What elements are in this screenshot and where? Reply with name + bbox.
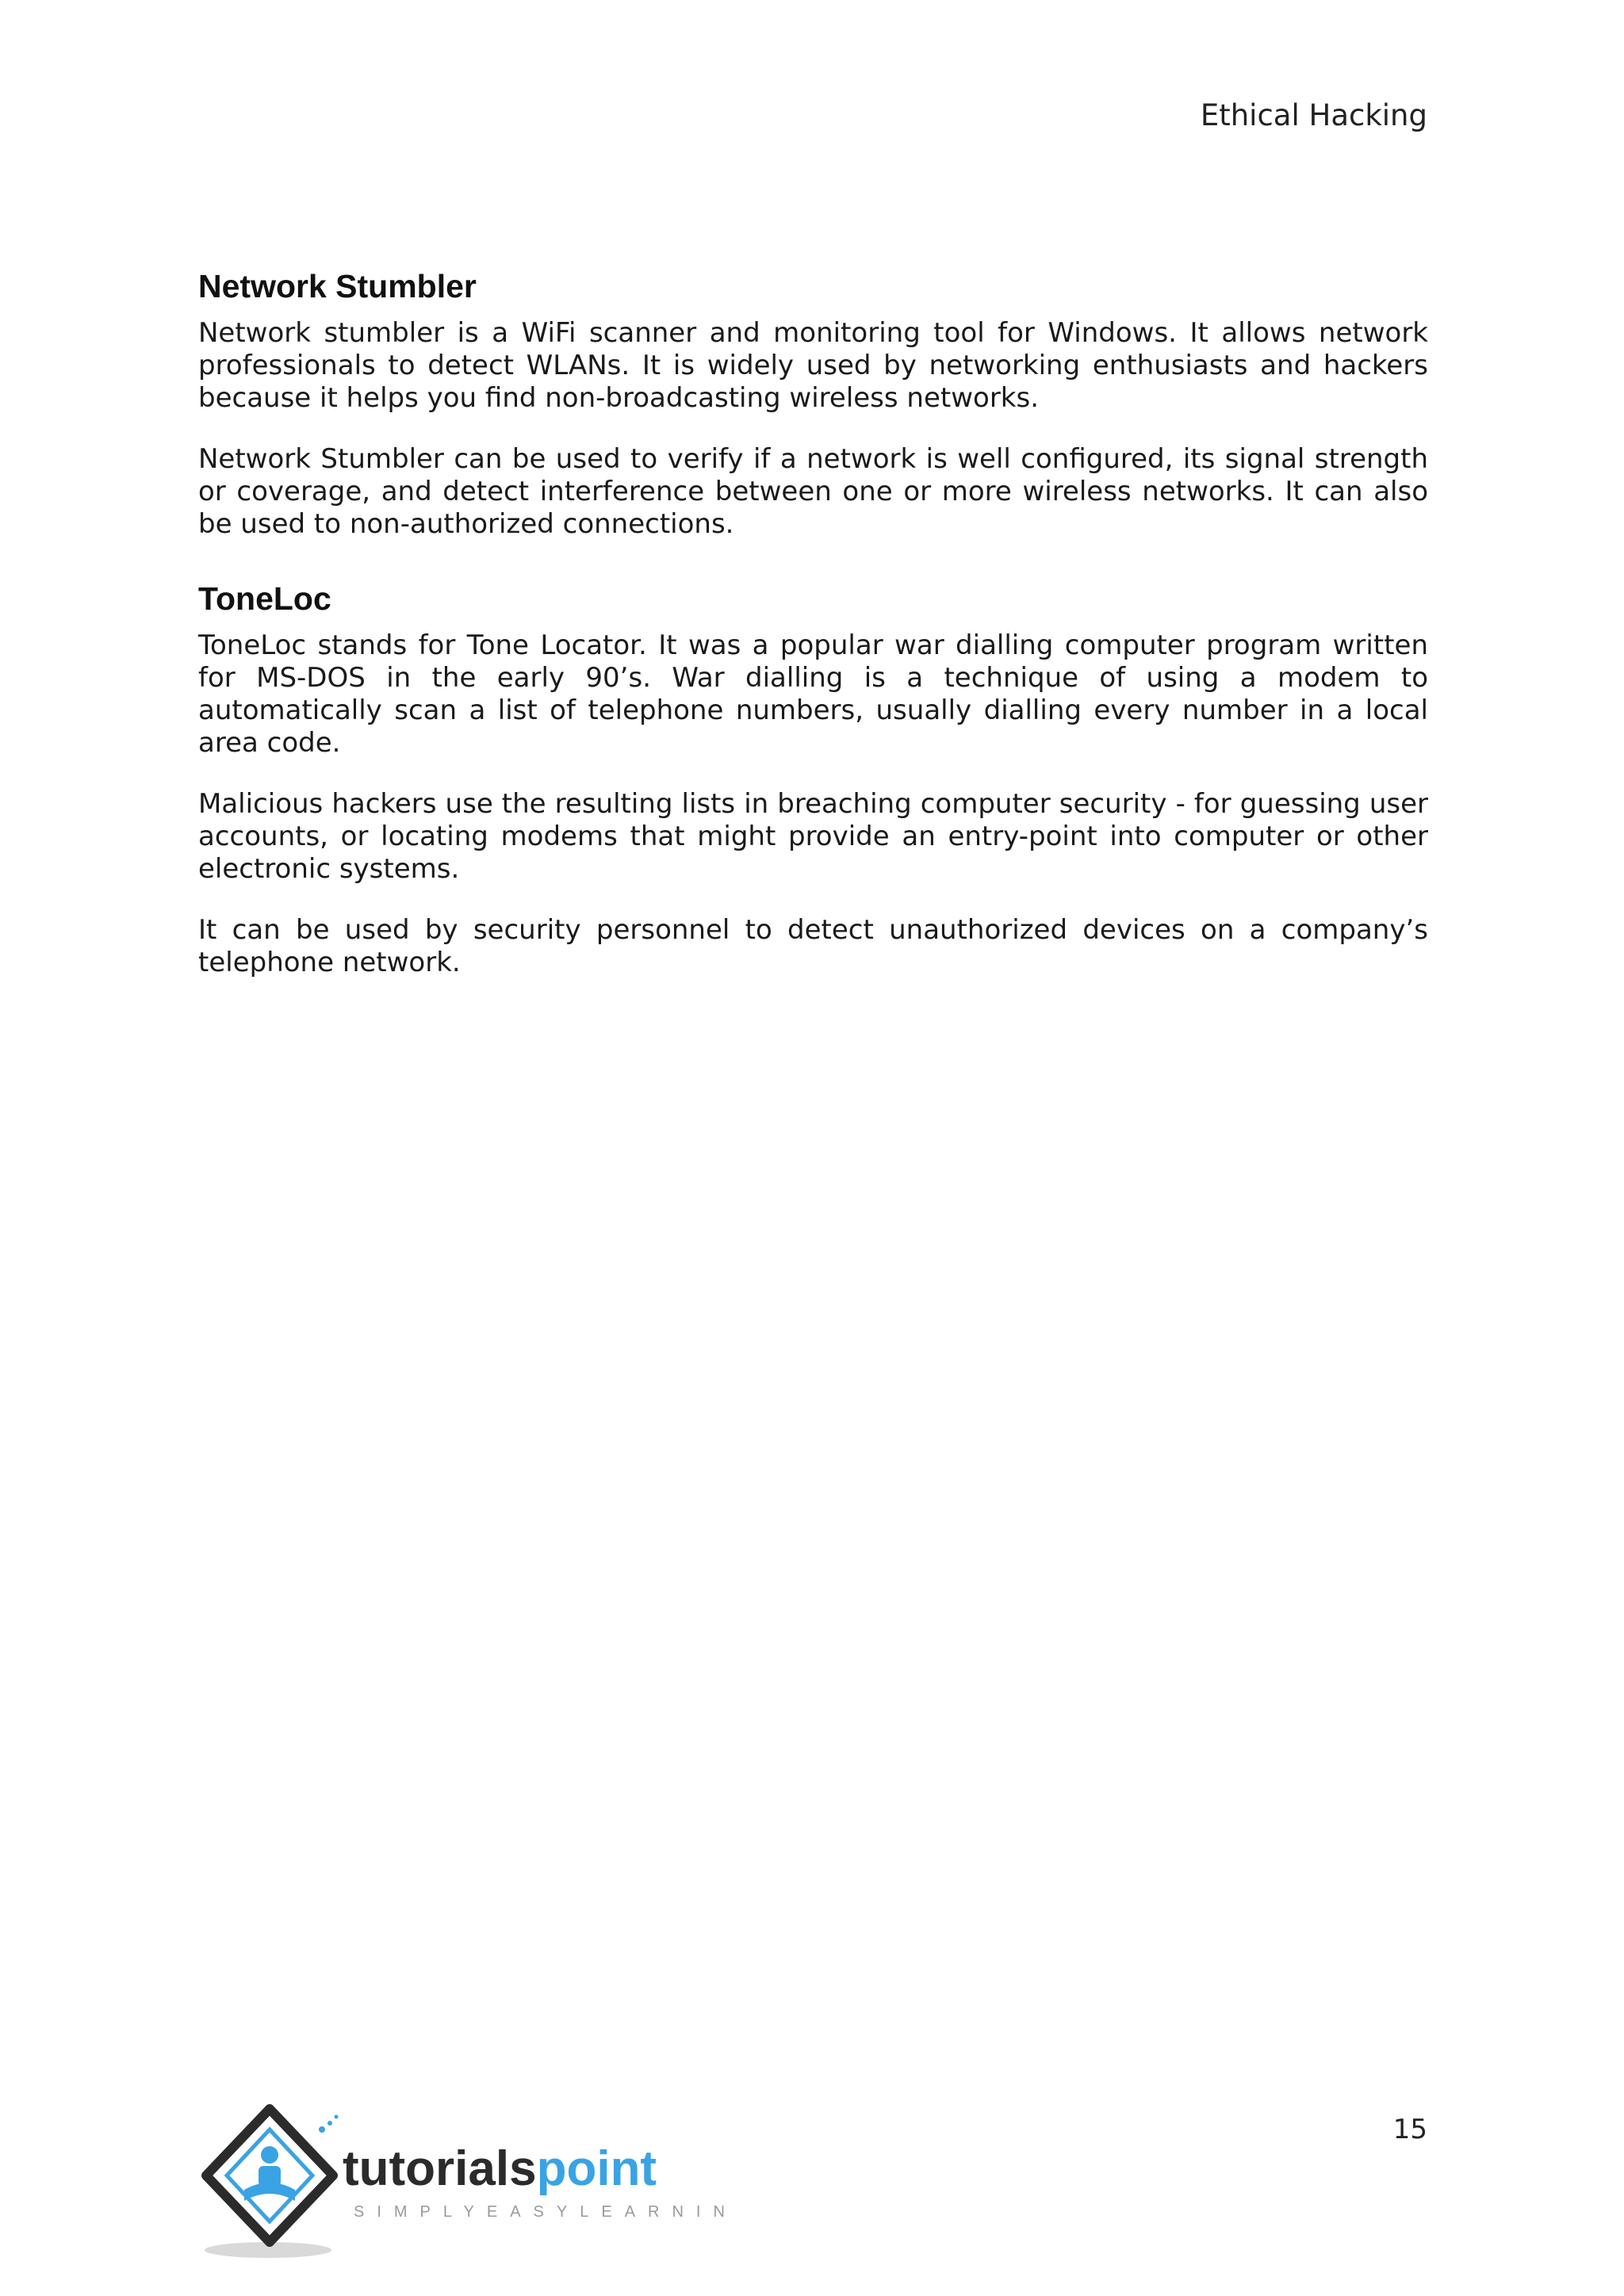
section-toneloc <box>198 579 1428 979</box>
tutorialspoint-logo-icon <box>195 2101 734 2260</box>
paragraph: Network stumbler is a WiFi scanner and monitoring tool for Windows. It allows network professionals to detect WLANs. It is widely used by networking enthusiasts and hackers because it helps you find non-broadcasting wireless networks. <box>198 317 1428 414</box>
tutorialspoint-logo <box>195 2101 734 2260</box>
section-heading: Network Stumbler <box>198 268 477 304</box>
paragraph: Network Stumbler can be used to verify if a network is well configured, its signal strength or coverage, and detect interference between one or more wireless networks. It can also be used to non-authorized connections. <box>198 443 1428 540</box>
section-heading: ToneLoc <box>198 580 331 617</box>
page-content <box>198 266 1428 1008</box>
svg-text:tutorialspoint <box>343 2141 657 2196</box>
paragraph: ToneLoc stands for Tone Locator. It was a popular war dialling computer program written for MS-DOS in the early 90’s. War dialling is a technique of using a modem to automatically scan a list of telephone numbers, usually dialling every number in a local area code. <box>198 629 1428 759</box>
section-network-stumbler <box>198 266 1428 541</box>
logo-word-tutorials: tutorials <box>343 2141 537 2196</box>
logo-word-point: point <box>536 2141 657 2196</box>
paragraph: Malicious hackers use the resulting lists in breaching computer security - for guessing user accounts, or locating modems that might provide an entry-point into computer or other electronic systems. <box>198 788 1428 885</box>
logo-tagline: SIMPLYEASYLEARNING <box>354 2203 734 2221</box>
running-header: Ethical Hacking <box>1200 98 1427 132</box>
paragraph: It can be used by security personnel to detect unauthorized devices on a company’s telephone network. <box>198 914 1428 978</box>
page-number: 15 <box>1392 2114 1427 2145</box>
